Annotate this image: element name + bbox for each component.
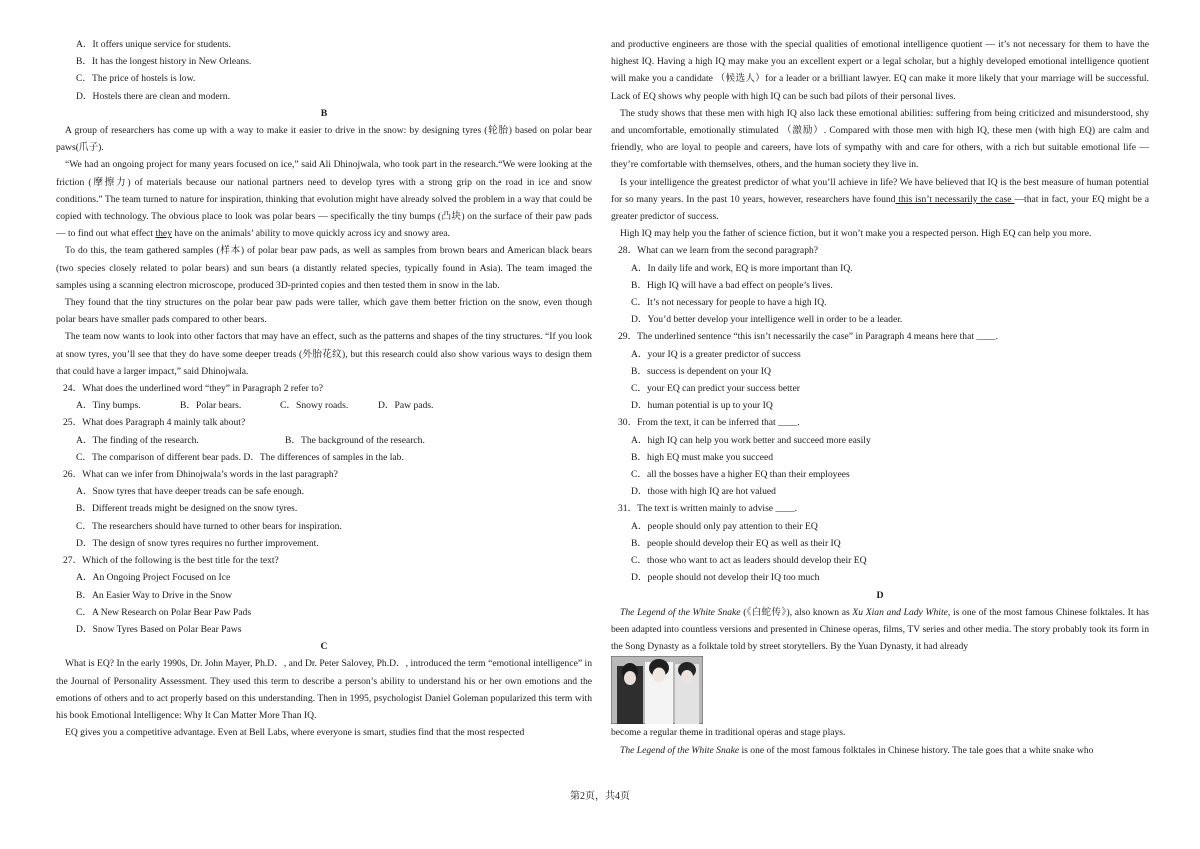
left-column [56, 36, 592, 741]
underlined-sentence: this isn’t necessarily the case [895, 193, 1015, 205]
paragraph: High IQ may help you the father of science fiction, but it won’t make you a respected person. High EQ can help you more. [620, 228, 1092, 240]
paragraph: The Legend of the White Snake (《白蛇传》), also known as Xu Xian and Lady White, is one of the most famous Chinese folktales. It has been adapted into countless versions and presented in Chinese operas, films, TV series and other media. The story probably took its form in the Song Dynasty as a folktale told by street storytellers. By the Yuan Dynasty, it had already [611, 606, 1149, 653]
option-line: C．A New Research on Polar Bear Paw Pads [76, 606, 252, 618]
question-24: 24．What does the underlined word “they” in Paragraph 2 refer to? [63, 383, 324, 395]
paragraph: To do this, the team gathered samples (样本) of polar bear paw pads, as well as samples from brown bears and American black bears (two species closely related to polar bears) and sun bears (a distantly related species, typically found in Asia). The team imaged the samples using a scanning electron microscope, produced 3D-printed copies and then tested them in snow in the lab. [56, 245, 592, 291]
option-line: D．those with high IQ are hot valued [631, 486, 776, 498]
option-line: B．success is dependent on your IQ [631, 365, 771, 377]
options-row [56, 432, 592, 449]
paragraph: and productive engineers are those with the special qualities of emotional intelligence quotient — it’s not necessary for them to have the highest IQ. Having a high IQ may make you an excellent expert or a legal scholar, but a highly developed emotional intelligence quotient will make you a candidate （候选人）for a leader or a brilliant lawyer. EQ can make it more likely that your marriage will be successful. Lack of EQ shows why people with high IQ can be such bad pilots of their personal lives. [611, 39, 1149, 102]
option: D．Paw pads. [378, 400, 434, 412]
option-line: C．The comparison of different bear pads. D．The differences of samples in the lab. [76, 451, 404, 463]
paragraph: EQ gives you a competitive advantage. Even at Bell Labs, where everyone is smart, studies find that the most respected [65, 727, 525, 739]
question-27: 27．Which of the following is the best title for the text? [63, 555, 279, 567]
option-line: B．people should develop their EQ as well as their IQ [631, 537, 841, 549]
options-row [56, 397, 592, 414]
paragraph: “We had an ongoing project for many years focused on ice,” said Ali Dhinojwala, who took part in the research.“We were looking at the friction (摩擦力) of materials because our national partners need to develop tyres with a strong grip on the road in ice and snow conditions.” The team turned to nature for inspiration, thinking that evolution might have already solved the problem in a way that could be copied with technology. The obvious place to look was polar bears — specifically the tiny bumps (凸块) on the surface of their paw pads — to find out what effect they have on the animals’ ability to move quickly across icy and snowy area. [56, 159, 592, 240]
option-line: A．people should only pay attention to their EQ [631, 520, 818, 532]
option-line: A．It offers unique service for students. [76, 39, 231, 50]
option-line: A．An Ongoing Project Focused on Ice [76, 572, 231, 584]
question-29: 29．The underlined sentence “this isn’t necessarily the case” in Paragraph 4 means here that ____. [618, 331, 998, 343]
option: B．Polar bears. [180, 400, 242, 412]
question-25: 25．What does Paragraph 4 mainly talk about? [63, 417, 246, 429]
option-line: D．people should not develop their IQ too much [631, 572, 820, 584]
paragraph: The Legend of the White Snake is one of the most famous folktales in Chinese history. The tale goes that a white snake who [620, 744, 1094, 756]
option-line: D．The design of snow tyres requires no further improvement. [76, 537, 319, 549]
paragraph-continuation: become a regular theme in traditional operas and stage plays. [611, 727, 846, 739]
option-line: C．your EQ can predict your success better [631, 383, 800, 395]
question-26: 26．What can we infer from Dhinojwala’s words in the last paragraph? [63, 469, 338, 481]
option-line: C．The price of hostels is low. [76, 73, 196, 85]
section-heading-b: B [320, 107, 328, 119]
option-line: B．Different treads might be designed on the snow tyres. [76, 503, 298, 515]
option: B．The background of the research. [285, 434, 425, 446]
option-line: D．You’d better develop your intelligence well in order to be a leader. [631, 314, 903, 326]
paragraph: They found that the tiny structures on the polar bear paw pads were taller, which gave them better friction on the snow, even though polar bears have smaller pads compared to other bears. [56, 297, 592, 326]
option-line: A．In daily life and work, EQ is more important than IQ. [631, 262, 853, 274]
question-30: 30．From the text, it can be inferred that ____. [618, 417, 800, 429]
section-heading-d: D [876, 589, 884, 601]
question-31: 31．The text is written mainly to advise ____. [618, 503, 798, 515]
option-line: B．An Easier Way to Drive in the Snow [76, 589, 232, 601]
option: C．Snowy roads. [280, 400, 349, 412]
option: A．Tiny bumps. [76, 400, 141, 412]
option-line: B．It has the longest history in New Orleans. [76, 56, 252, 68]
paragraph: The team now wants to look into other factors that may have an effect, such as the patterns and shapes of the tiny structures. “If you look at snow tyres, you’ll see that they do have some deeper treads (外胎花纹), but this research could also show various ways to design them that could have a larger impact,” said Dhinojwala. [56, 331, 592, 377]
option-line: C．those who want to act as leaders should develop their EQ [631, 555, 867, 567]
option-line: B．High IQ will have a bad effect on people’s lives. [631, 279, 833, 291]
option-line: D．human potential is up to your IQ [631, 400, 773, 412]
option-line: A．high IQ can help you work better and succeed more easily [631, 434, 871, 446]
option-line: A．Snow tyres that have deeper treads can be safe enough. [76, 486, 305, 498]
option-line: D．Snow Tyres Based on Polar Bear Paws [76, 623, 242, 635]
option: A．The finding of the research. [76, 434, 199, 446]
paragraph: Is your intelligence the greatest predictor of what you’ll achieve in life? We have believed that IQ is the best measure of human potential for so many years. In the past 10 years, however, researchers have found this isn’t necessarily the case —that in fact, your EQ might be a greater predictor of success. [611, 176, 1150, 223]
option-line: C．It’s not necessary for people to have a high IQ. [631, 297, 827, 309]
paragraph: What is EQ? In the early 1990s, Dr. John Mayer, Ph.D．, and Dr. Peter Salovey, Ph.D．, introduced the term “emotional intelligence” in the Journal of Personality Assessment. They used this term to describe a person’s ability to understand his or her own emotions and the emotions of others and to act properly based on this understanding. Then in 1995, psychologist Daniel Goleman popularized this term with his book Emotional Intelligence: Why It Can Matter More Than IQ. [56, 658, 592, 721]
right-column [611, 36, 1149, 759]
option-line: B．high EQ must make you succeed [631, 451, 774, 463]
opera-photo-image [611, 656, 703, 724]
option-line: C．all the bosses have a higher EQ than their employees [631, 469, 850, 481]
option-line: A．your IQ is a greater predictor of success [631, 348, 801, 360]
option-line: D．Hostels there are clean and modern. [76, 90, 230, 102]
paragraph: The study shows that these men with high IQ also lack these emotional abilities: suffering from being criticized and misunderstood, shy and uncomfortable, emotionally stimulated （激励）. Compared with those men with high IQ, these men (with high EQ) are calm and friendly, who are loyal to people and careers, have lots of sympathy with and care for others, with a rich but suitable emotional life — they’re comfortable with themselves, others, and the human society they live in. [611, 107, 1149, 171]
page-footer: 第2页，共4页 [570, 791, 630, 802]
paragraph: A group of researchers has come up with a way to make it easier to drive in the snow: by designing tyres (轮胎) based on polar bear paws(爪子). [56, 125, 592, 154]
section-heading-c: C [320, 641, 328, 653]
underlined-word: they [155, 228, 172, 240]
question-28: 28．What can we learn from the second paragraph? [618, 245, 819, 257]
option-line: C．The researchers should have turned to other bears for inspiration. [76, 520, 342, 532]
